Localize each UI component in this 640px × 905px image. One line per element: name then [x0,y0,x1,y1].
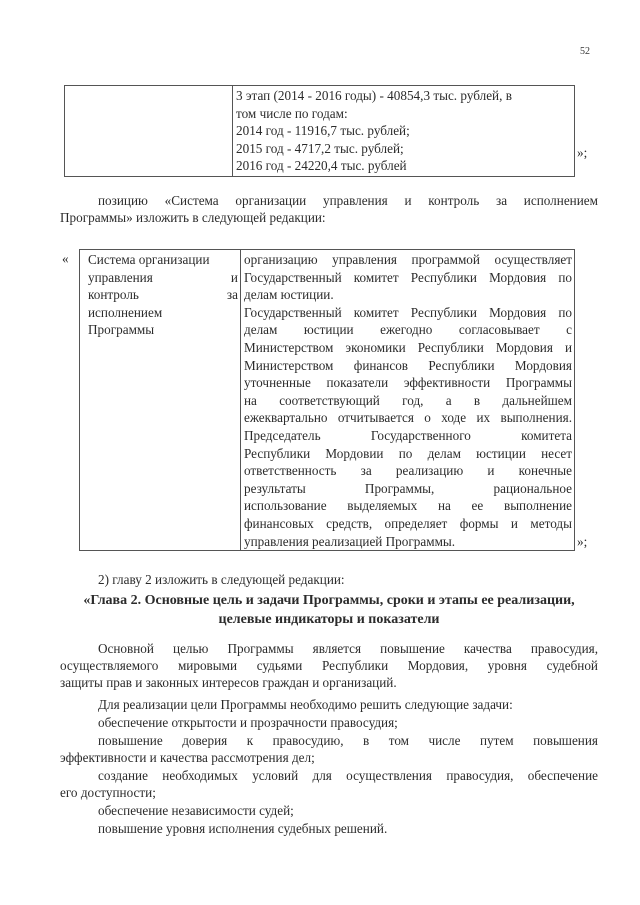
table2-close-quote: »; [577,534,588,549]
table-row [65,86,575,177]
description-line: ежеквартально отчитывается о ходе их выполнения. [244,410,572,426]
label-line: управления и [88,269,238,285]
funding-line: том числе по годам: [236,105,348,121]
chapter-instruction: 2) главу 2 изложить в следующей редакции: [98,572,345,587]
funding-table [64,85,575,177]
label-line: Система организации [88,252,210,267]
description-line: использование выделяемых на ее выполнение [244,498,572,514]
body-line: осуществляемого мировыми судьями Республики Мордовия, уровня судебной [60,657,598,673]
label-line: Программы [88,322,155,338]
table2-open-quote: « [62,251,69,266]
task-item: обеспечение независимости судей; [98,803,294,818]
label-line: исполнением [88,304,163,320]
task-item: повышение уровня исполнения судебных решений. [98,821,388,836]
body-line: повышение доверия к правосудию, в том числе путем повышения [98,733,598,748]
table-row [80,250,575,551]
body-line: защиты прав и законных интересов граждан и организаций. [60,674,397,690]
body-line: его доступности; [60,784,156,800]
description-line: управления реализацией Программы. [244,533,456,549]
chapter-heading [60,591,598,629]
description-line: Государственный комитет Республики Мордовия по [244,269,572,285]
intro-line: позицию «Система организации управления и контроль за исполнением [98,193,598,208]
table-cell-label [80,250,241,551]
table1-close-quote: »; [577,145,588,160]
table-cell-description [241,250,575,551]
chapter-heading-line: целевые индикаторы и показатели [218,612,440,627]
chapter-heading-line: «Глава 2. Основные цель и задачи Программы, сроки и этапы ее реализации, [83,593,575,608]
description-line: организацию управления программой осуществляет [244,252,572,267]
description-line: Республики Мордовии по делам юстиции несет [244,445,572,461]
task-item [60,733,598,767]
task-item [60,768,598,802]
description-line: делам юстиции. [244,287,334,303]
description-line: ответственность за реализацию и конечные [244,463,572,479]
intro-paragraph [60,193,598,227]
description-line: Министерством финансов Республики Мордовия [244,357,572,373]
task-item: обеспечение открытости и прозрачности правосудия; [98,715,398,730]
page-number: 52 [580,46,590,57]
intro-line: Программы» изложить в следующей редакции: [60,209,326,225]
body-line: Основной целью Программы является повышение качества правосудия, [98,641,598,656]
description-line: на соответствующий год, а в дальнейшем [244,392,572,408]
description-line: Министерством экономики Республики Мордовия и [244,339,572,355]
description-line: делам юстиции ежегодно согласовывает с [244,322,572,338]
funding-line: 2015 год - 4717,2 тыс. рублей; [236,140,404,156]
body-line: эффективности и качества рассмотрения дел; [60,749,315,765]
goal-paragraph [60,641,598,692]
body-line: создание необходимых условий для осуществления правосудия, обеспечение [98,768,598,783]
table-cell-funding [233,86,575,177]
label-line: контроль за [88,287,238,303]
funding-line: 3 этап (2014 - 2016 годы) - 40854,3 тыс. рублей, в [236,88,512,103]
funding-line: 2016 год - 24220,4 тыс. рублей [236,158,407,174]
description-line: Государственный комитет Республики Мордовия по [244,304,572,320]
description-line: финансовых средств, определяет формы и методы [244,515,572,531]
management-table [79,249,575,551]
description-line: Председатель Государственного комитета [244,427,572,443]
tasks-intro: Для реализации цели Программы необходимо решить следующие задачи: [98,697,513,712]
funding-line: 2014 год - 11916,7 тыс. рублей; [236,123,410,139]
description-line: уточненные показатели эффективности Программы [244,375,572,391]
description-line: результаты Программы, рациональное [244,480,572,496]
table-cell-empty [65,86,233,177]
